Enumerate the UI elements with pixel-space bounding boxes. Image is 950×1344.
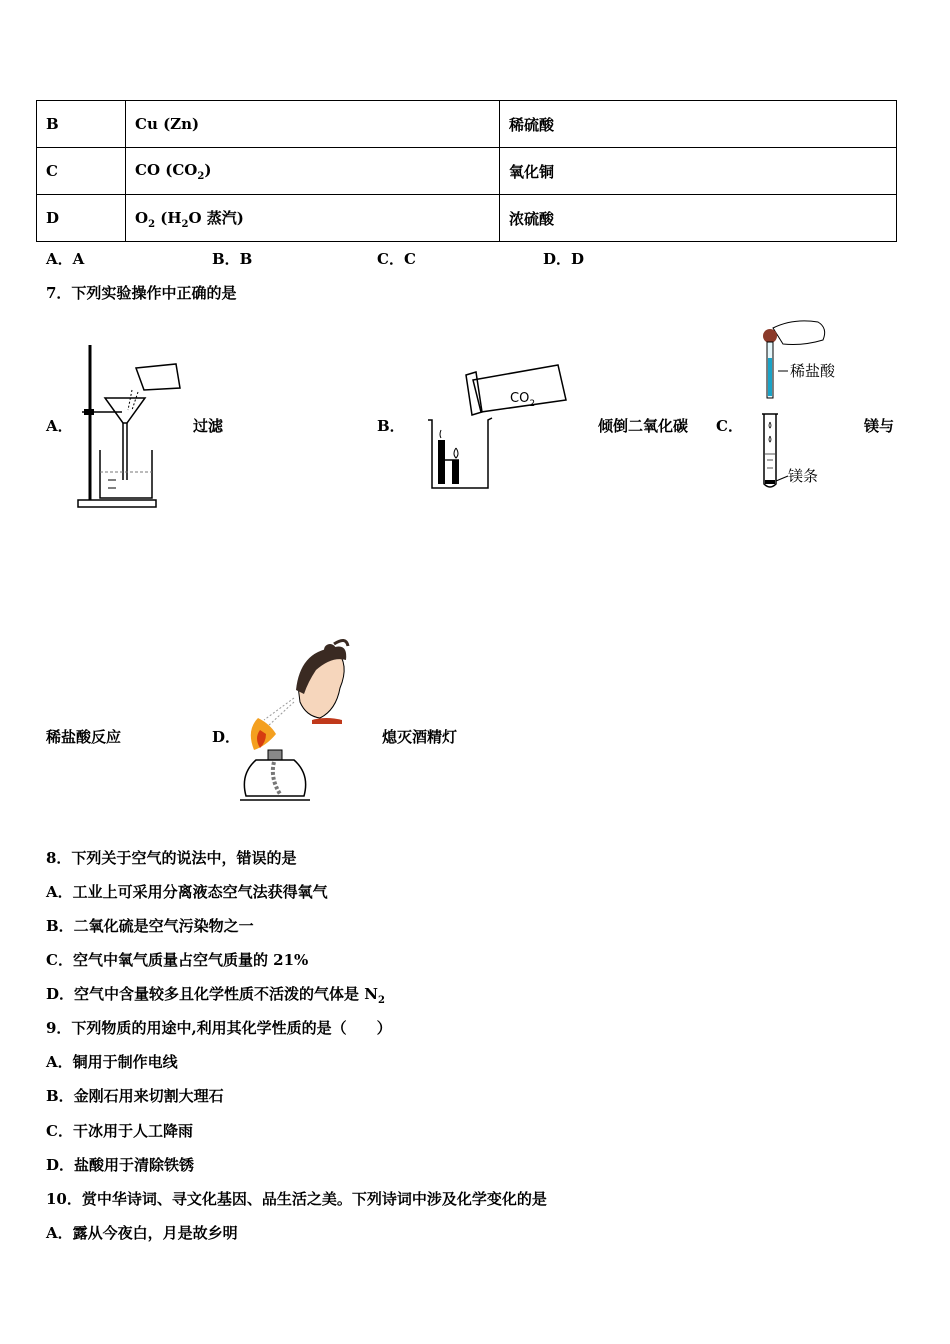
co2-label: $CO_2$ xyxy=(510,391,536,409)
pour-co2-figure xyxy=(426,360,571,494)
q9-option-a: A．铜用于制作电线 xyxy=(46,1053,178,1071)
choice-d: D．D xyxy=(543,250,585,268)
q7-option-b-text: 倾倒二氧化碳 xyxy=(598,417,689,435)
q8-option-d: D．空气中含量较多且化学性质不活泼的气体是 $N_2$ xyxy=(46,985,385,1006)
row-substance: $O_2$ ($H_2O$ 蒸汽) xyxy=(126,195,500,242)
question-7-stem: 7．下列实验操作中正确的是 xyxy=(46,284,237,302)
table-row xyxy=(37,101,897,148)
choice-b: B．B xyxy=(212,250,253,268)
dropper-tube-figure xyxy=(748,318,858,494)
q7-option-a-text: 过滤 xyxy=(193,417,224,435)
q7-option-a-letter: A． xyxy=(46,417,73,435)
q7-option-d-letter: D． xyxy=(212,728,241,746)
q9-option-d: D．盐酸用于清除铁锈 xyxy=(46,1156,195,1174)
mg-label: 镁条 xyxy=(788,467,819,485)
row-reagent: 氧化铜 xyxy=(500,148,897,195)
question-10-stem: 10．赏中华诗词、寻文化基因、品生活之美。下列诗词中涉及化学变化的是 xyxy=(46,1190,547,1208)
row-letter: D xyxy=(37,195,126,242)
table-row xyxy=(37,148,897,195)
q7-option-c-letter: C． xyxy=(716,417,743,435)
q10-option-a: A．露从今夜白，月是故乡明 xyxy=(46,1224,238,1242)
q7-option-d-text: 熄灭酒精灯 xyxy=(382,728,458,746)
row-reagent: 稀硫酸 xyxy=(500,101,897,148)
q8-option-b: B．二氧化硫是空气污染物之一 xyxy=(46,917,254,935)
question-9-stem: 9．下列物质的用途中,利用其化学性质的是（ ） xyxy=(46,1019,392,1037)
row-letter: B xyxy=(37,101,126,148)
row-reagent: 浓硫酸 xyxy=(500,195,897,242)
row-substance: Cu (Zn) xyxy=(126,101,500,148)
q7-option-b-letter: B． xyxy=(377,417,405,435)
q9-option-b: B．金刚石用来切割大理石 xyxy=(46,1087,224,1105)
q9-option-c: C．干冰用于人工降雨 xyxy=(46,1122,193,1140)
acid-label: 稀盐酸 xyxy=(790,362,836,380)
table-row xyxy=(37,195,897,242)
q7-option-c-text-cont: 稀盐酸反应 xyxy=(46,728,122,746)
options-table xyxy=(36,100,897,242)
q8-option-a: A．工业上可采用分离液态空气法获得氧气 xyxy=(46,883,328,901)
question-8-stem: 8．下列关于空气的说法中，错误的是 xyxy=(46,849,297,867)
filtration-figure xyxy=(72,340,192,512)
choice-c: C．C xyxy=(377,250,416,268)
row-letter: C xyxy=(37,148,126,195)
q7-option-c-text: 镁与 xyxy=(864,417,895,435)
choice-a: A．A xyxy=(46,250,85,268)
alcohol-lamp-figure xyxy=(236,638,356,808)
row-substance: CO $(CO_2)$ xyxy=(126,148,500,195)
q8-option-c: C．空气中氧气质量占空气质量的 21% xyxy=(46,951,309,969)
